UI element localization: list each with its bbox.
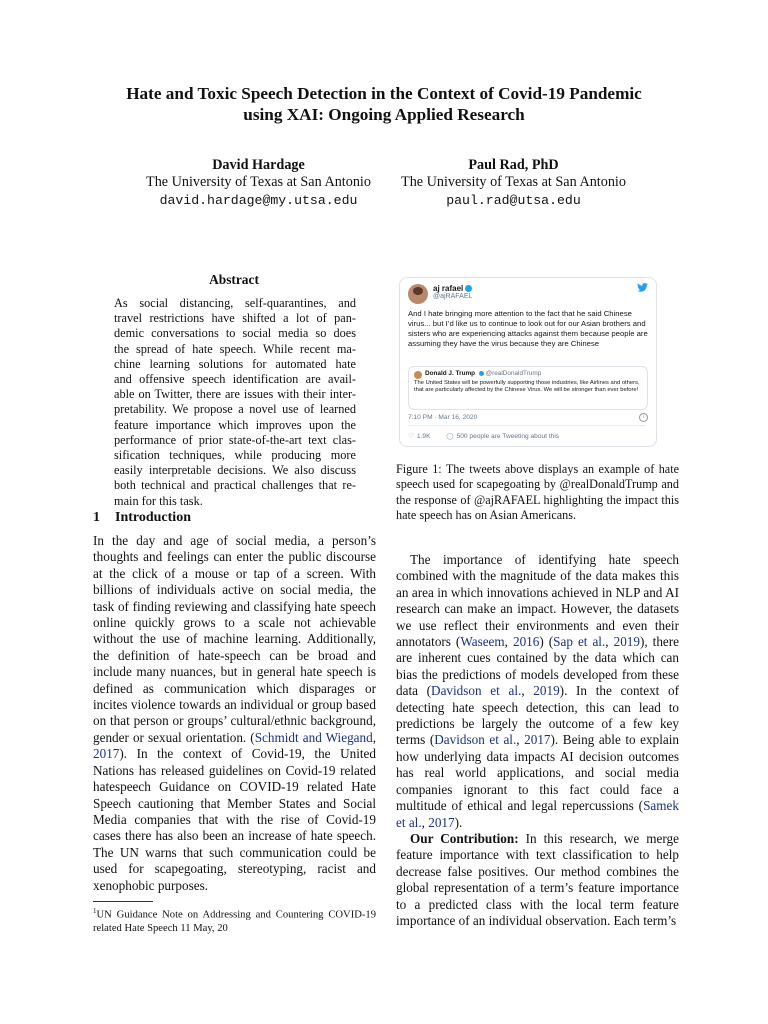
citation-year-link[interactable]: 2019: [613, 634, 640, 650]
section-number: 1: [93, 510, 100, 525]
info-icon[interactable]: i: [639, 413, 648, 422]
abstract-line: main for this task.: [114, 493, 203, 508]
citation-year-link[interactable]: 2016: [512, 634, 540, 650]
intro-text: ,: [372, 729, 376, 745]
abstract-line: and offensive speech identification are avail-: [114, 372, 356, 387]
verified-badge-icon: [479, 371, 484, 376]
abstract-line: the spread of hate speech. While recent ma-: [114, 341, 356, 356]
verified-badge-icon: [465, 285, 472, 292]
avatar: [414, 371, 422, 379]
body-text: ,: [605, 634, 614, 650]
body-text: The importance of identifying hate speech combined with the magnitude of the data makes this an area in which innovations achieved in NLP and AI research can make an impact. However, the datasets we use reflect their environments and even their annotators (: [396, 552, 679, 650]
body-text: ). Being able to explain how underlying data impacts AI decision outcomes has real world applications, and social media companies ignorant to this fact could face a multitude of ethical and legal repercussions (: [396, 732, 679, 814]
abstract-line: performance of prior state-of-the-art text clas-: [114, 432, 356, 447]
abstract-line: able on Twitter, there are issues with their inter-: [114, 387, 356, 402]
citation-year-link[interactable]: 2017: [524, 732, 551, 748]
abstract-line: travel restrictions have shifted a lot of pan-: [114, 311, 356, 326]
body-text: In this research, we merge feature importance with text classification to help decrease false positives. Our method combines the global representation of a term’s feature importance to a predicted class with the local term feature importance of an individual observation. Each term’s: [396, 830, 679, 928]
abstract-line: easily interpretable decisions. We also discuss: [114, 463, 356, 478]
abstract-line: sification techniques, while producing more: [114, 448, 356, 463]
tweet-stats: [408, 432, 559, 440]
citation-year-link[interactable]: 2017: [428, 814, 455, 830]
intro-text: ). In the context of Covid-19, the United Nations has released guidelines on Covid-19 related hatespeech Guidance on COVID-19 related Hate Speech cautioning that Member States and Social Media companies that with the rise of Covid-19 cases there has also been an increase of hate speech. The UN warns that such communication could be used for scapegoating, stereotyping, racist and xenophobic purposes.: [93, 746, 376, 893]
author-email[interactable]: david.hardage@my.utsa.edu: [159, 192, 358, 208]
footnote-mark: 1: [93, 907, 97, 915]
citation-link[interactable]: Davidson et al.: [434, 732, 517, 748]
body-text: ,: [504, 634, 513, 650]
body-text: ). In the context of detecting hate speech detection, this can lead to predictions be largely the outcome of a few key terms (: [396, 683, 679, 748]
heart-icon[interactable]: ♡: [408, 433, 414, 440]
divider: [408, 425, 646, 426]
abstract-line: As social distancing, self-quarantines, and: [114, 296, 356, 310]
footnote-text: UN Guidance Note on Addressing and Countering COVID-19 related Hate Speech 11 May, 20: [93, 909, 376, 934]
comment-icon[interactable]: ◯: [446, 433, 454, 440]
footnote-rule: [93, 901, 153, 902]
body-text: ).: [454, 814, 463, 830]
quoted-tweet[interactable]: [408, 366, 648, 410]
like-count: 1.9K: [416, 433, 431, 440]
abstract-line: pretability. We propose a novel use of learned: [114, 402, 356, 417]
abstract-line: chine learning solutions for automated hate: [114, 356, 356, 371]
figure-caption: Figure 1: The tweets above displays an example of hate speech used for scapegoating by @realDonaldTrump and the response of @ajRAFAEL highlighting the impact this hate speech has on Asian Americans.: [396, 462, 679, 523]
quoted-author-name: Donald J. Trump: [425, 370, 476, 377]
title-line: using XAI: Ongoing Applied Research: [243, 105, 525, 124]
citation-year-link[interactable]: 2017: [93, 746, 120, 762]
tweet-author-name: aj rafael: [433, 284, 464, 293]
author-email[interactable]: paul.rad@utsa.edu: [446, 192, 581, 208]
abstract-line: feature importance which improves upon the: [114, 417, 356, 432]
discussion-link[interactable]: 500 people are Tweeting about this: [456, 433, 560, 440]
paragraph: [396, 552, 679, 831]
citation-link[interactable]: Waseem: [460, 634, 505, 650]
section-title: Introduction: [115, 510, 191, 525]
abstract-line: both technical and practical challenges that re-: [114, 478, 356, 493]
paper-title: [60, 83, 708, 125]
quoted-author-handle: @realDonaldTrump: [485, 370, 542, 377]
contribution-label: Our Contribution:: [410, 830, 519, 846]
abstract-heading: Abstract: [209, 272, 259, 287]
citation-year-link[interactable]: 2019: [533, 683, 560, 699]
tweet-embed-figure: [399, 277, 657, 447]
body-text: ,: [516, 732, 525, 748]
paragraph: [396, 831, 679, 929]
author-affiliation: The University of Texas at San Antonio: [146, 174, 371, 191]
author-affiliation: The University of Texas at San Antonio: [401, 174, 626, 191]
main-paragraph-col2: [396, 552, 679, 929]
author-name: David Hardage: [212, 157, 305, 173]
author-name: Paul Rad, PhD: [468, 157, 559, 173]
body-text: ,: [421, 814, 429, 830]
author-2: [385, 157, 642, 209]
body-text: ) (: [539, 634, 554, 650]
intro-text: In the day and age of social media, a person’s thoughts and feelings can enter the public discourse at the click of a mouse or tap of a screen. With billions of individuals active on social media, the task of finding reviewing and classifying hate speech online quickly grows to a scale not achievable without the use of machine learning. Additionally, the definition of hate-speech can be broad and include many nuances, but in general hate speech is defined as communication which disparages or incites violence towards an individual or group based on that person or groups’ cultural/ethnic background, gender or sexual orientation. (: [93, 533, 376, 745]
citation-link[interactable]: Samek et al.: [396, 798, 679, 830]
introduction-paragraph: [93, 533, 376, 894]
body-text: ,: [521, 683, 534, 699]
abstract-body: [114, 296, 356, 509]
avatar: [408, 284, 428, 304]
citation-link[interactable]: Sap et al.: [553, 634, 606, 650]
citation-link[interactable]: Schmidt and Wiegand: [254, 729, 373, 745]
quoted-tweet-text: The United States will be powerfully supporting those industries, like Airlines and others, that are particularly affected by the Chinese Virus. We will be stronger than ever before!: [414, 380, 640, 394]
citation-link[interactable]: Davidson et al.: [431, 683, 522, 699]
author-1: [126, 157, 391, 209]
tweet-text: And I hate bringing more attention to the fact that he said Chinese virus... but I’d like us to continue to look out for our Asian brothers and sisters who are experiencing attacks against them because people are assuming they have the virus because they are Chinese: [408, 309, 648, 348]
section-heading-introduction: [93, 510, 191, 526]
twitter-bird-icon: [637, 283, 648, 295]
tweet-timestamp[interactable]: 7:10 PM · Mar 16, 2020: [408, 414, 478, 421]
title-line: Hate and Toxic Speech Detection in the Context of Covid-19 Pandemic: [126, 84, 642, 103]
tweet-author-handle: @ajRAFAEL: [433, 293, 473, 300]
footnote: [93, 905, 376, 935]
body-text: ), there are inherent cues contained by the data which can bias the predictions of models developed from these data (: [396, 634, 680, 699]
abstract-line: demic conversations to social media so does: [114, 326, 356, 341]
